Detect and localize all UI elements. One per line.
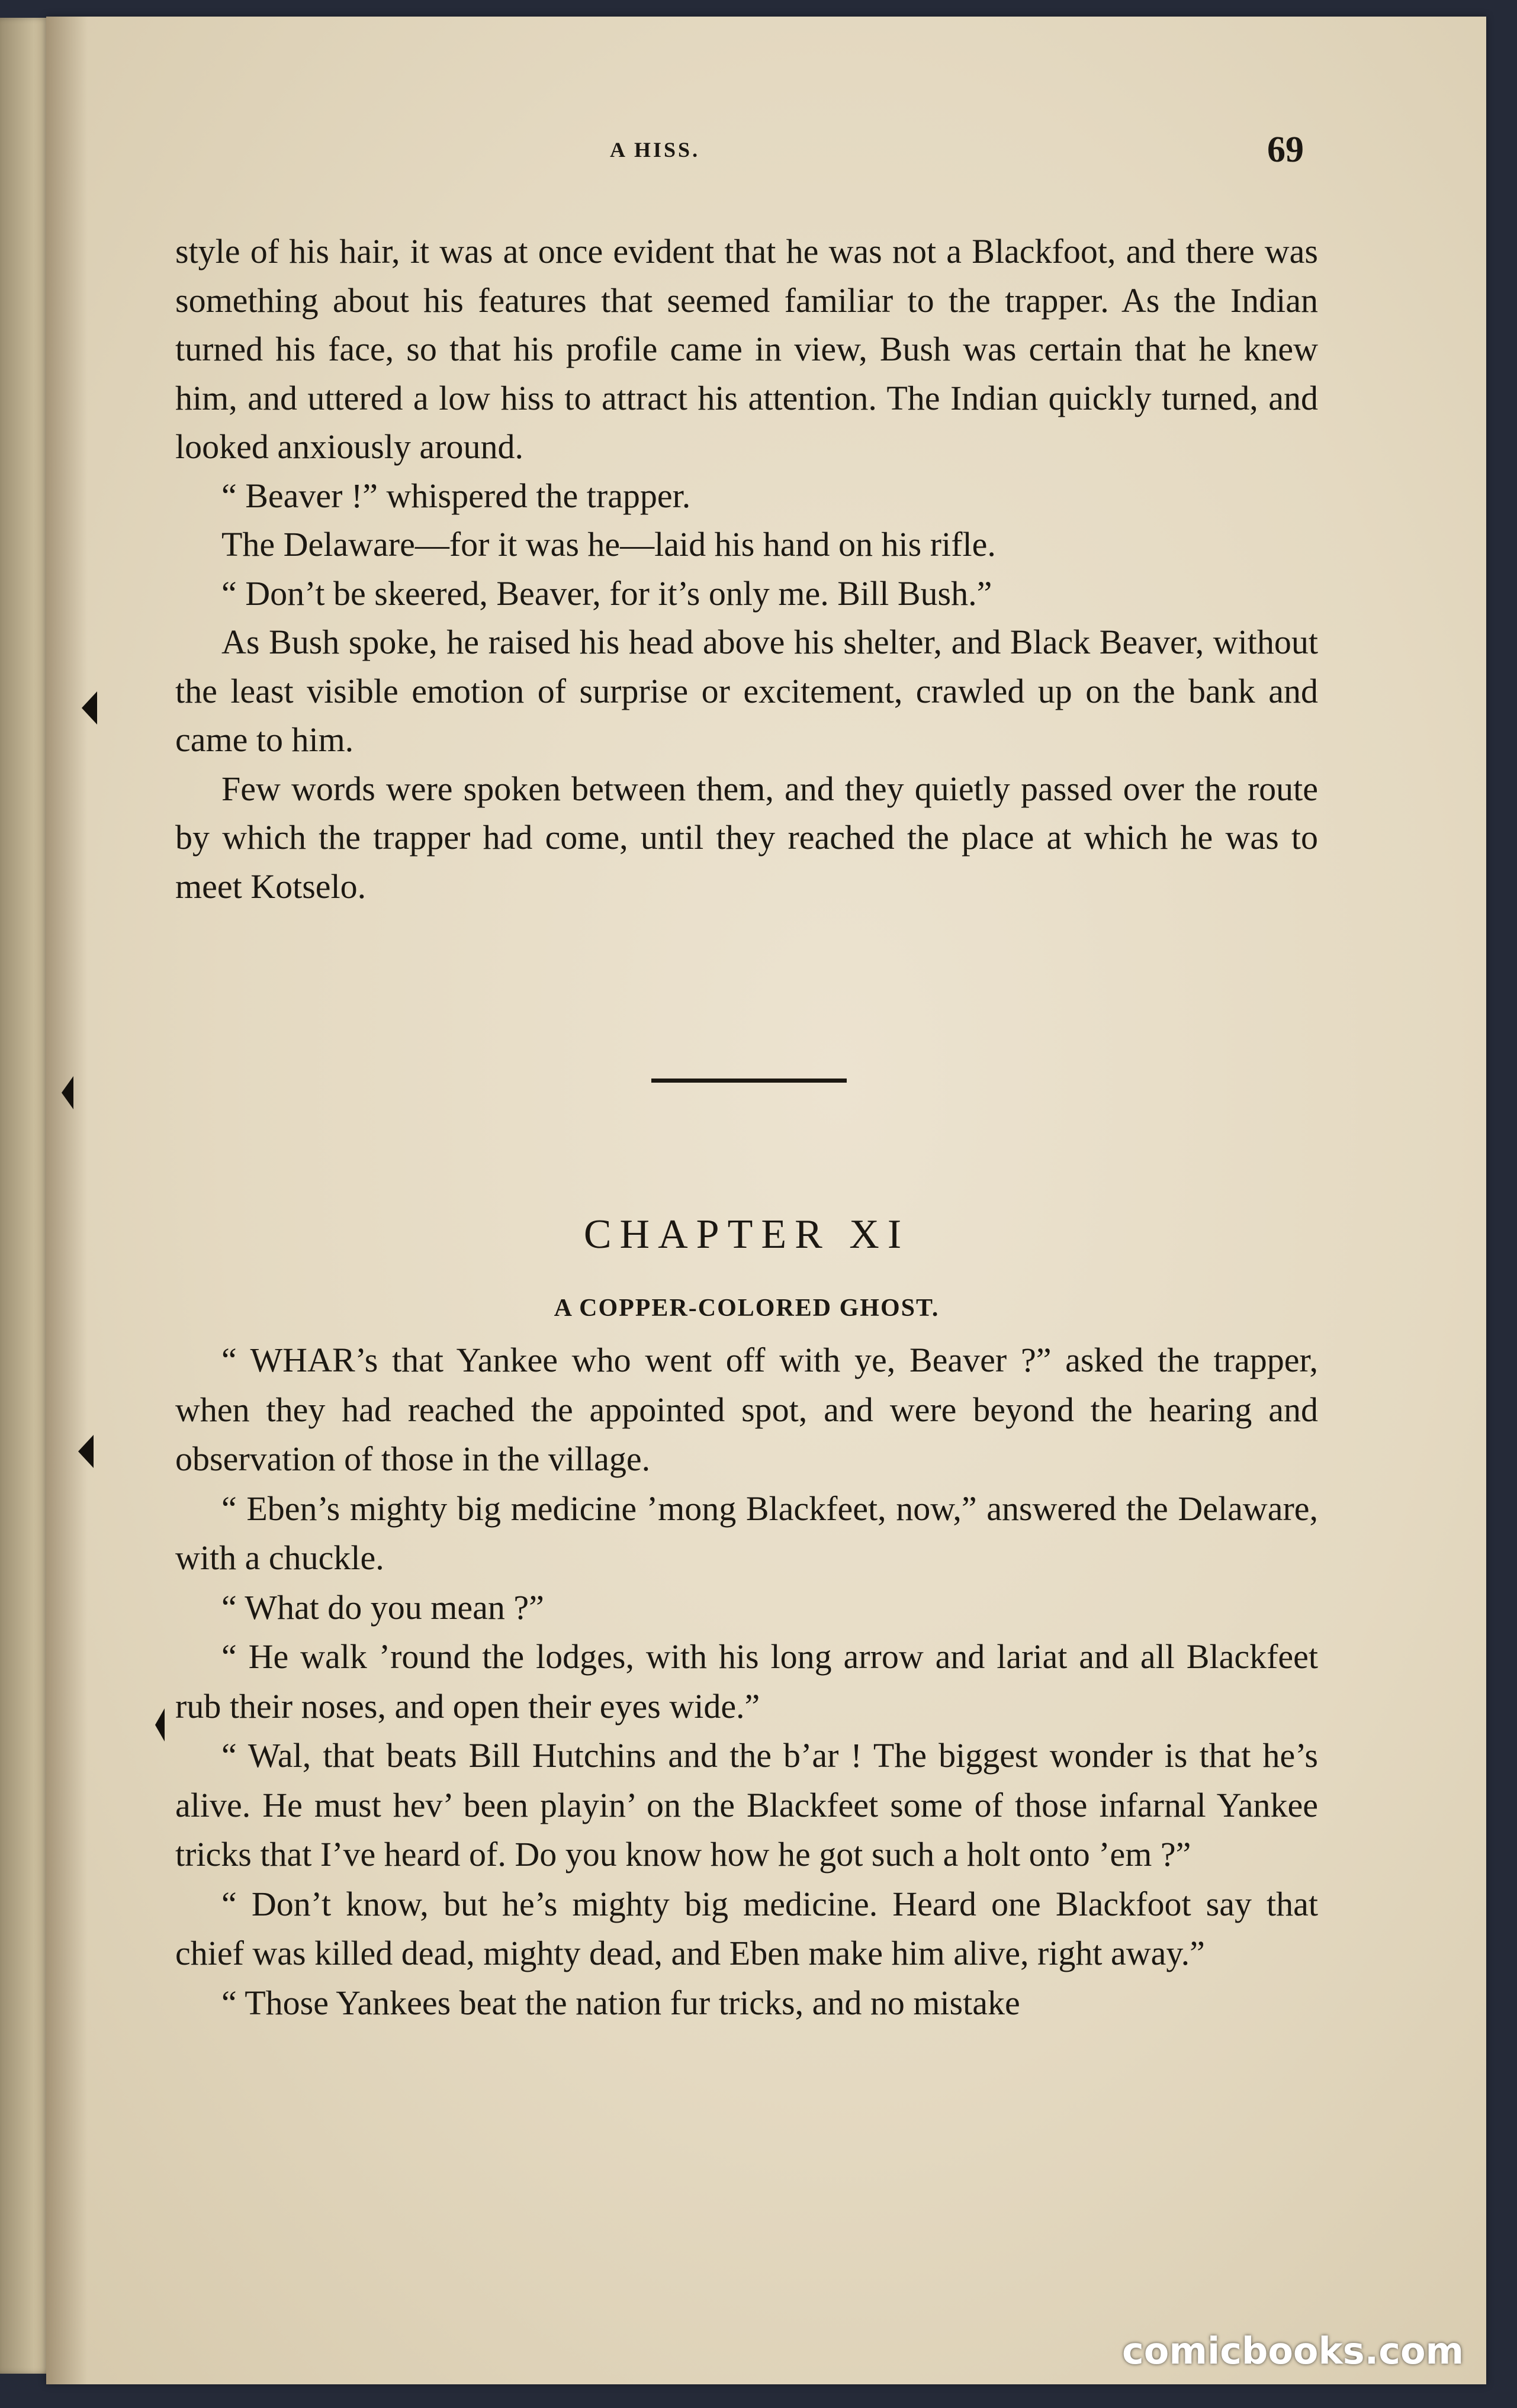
paragraph: The Delaware—for it was he—laid his hand on his rifle.: [221, 525, 996, 564]
margin-ink-mark-icon: [155, 1708, 165, 1741]
paragraph: As Bush spoke, he raised his head above his shelter, and Black Beaver, without the least visible emotion of surprise or excitement, crawled up on the bank and came to him.: [175, 623, 1318, 759]
chapter-title: CHAPTER XI: [583, 1212, 910, 1257]
paragraph: Few words were spoken between them, and they quietly passed over the route by which the trapper had come, until they reached the place at which he was to meet Kotselo.: [175, 769, 1318, 906]
margin-ink-mark-icon: [82, 691, 97, 725]
paragraph: “ Don’t be skeered, Beaver, for it’s only me. Bill Bush.”: [221, 574, 992, 613]
paragraph: “ Wal, that beats Bill Hutchins and the b’ar ! The biggest wonder is that he’s alive. He must hev’ been playin’ on the Blackfeet some of those infarnal Yankee tricks that I’ve heard of. Do you know how he got such a holt onto ’em ?”: [175, 1736, 1318, 1873]
running-head: A HISS.: [610, 138, 700, 162]
chapter-subtitle: A COPPER-COLORED GHOST.: [554, 1295, 940, 1322]
paragraph: “ Don’t know, but he’s mighty big medicine. Heard one Blackfoot say that chief was killed dead, mighty dead, and Eben make him alive, right away.”: [175, 1884, 1318, 1972]
gutter-shadow: [46, 17, 88, 2384]
margin-ink-mark-icon: [78, 1435, 94, 1468]
section-two-text: [175, 1335, 1318, 2027]
paragraph: “ What do you mean ?”: [221, 1588, 544, 1627]
paragraph: “ WHAR’s that Yankee who went off with ye, Beaver ?” asked the trapper, when they had reached the appointed spot, and were beyond the hearing and observation of those in the village.: [175, 1341, 1318, 1478]
section-one-text: [175, 227, 1318, 911]
site-watermark: comicbooks.com: [1122, 2329, 1464, 2372]
paragraph: “ He walk ’round the lodges, with his long arrow and lariat and all Blackfeet rub their noses, and open their eyes wide.”: [175, 1637, 1318, 1725]
margin-ink-mark-icon: [62, 1076, 73, 1109]
section-divider-rule: [651, 1079, 847, 1083]
paragraph: style of his hair, it was at once evident that he was not a Blackfoot, and there was something about his features that seemed familiar to the trapper. As the Indian turned his face, so that his profile came in view, Bush was certain that he knew him, and uttered a low hiss to attract his attention. The Indian quickly turned, and looked anxiously around.: [175, 232, 1318, 466]
page-number: 69: [1267, 130, 1304, 170]
paragraph: “ Eben’s mighty big medicine ’mong Blackfeet, now,” answered the Delaware, with a chuckle.: [175, 1489, 1318, 1577]
paragraph: “ Those Yankees beat the nation fur tricks, and no mistake: [221, 1983, 1020, 2022]
paragraph: “ Beaver !” whispered the trapper.: [221, 476, 691, 515]
